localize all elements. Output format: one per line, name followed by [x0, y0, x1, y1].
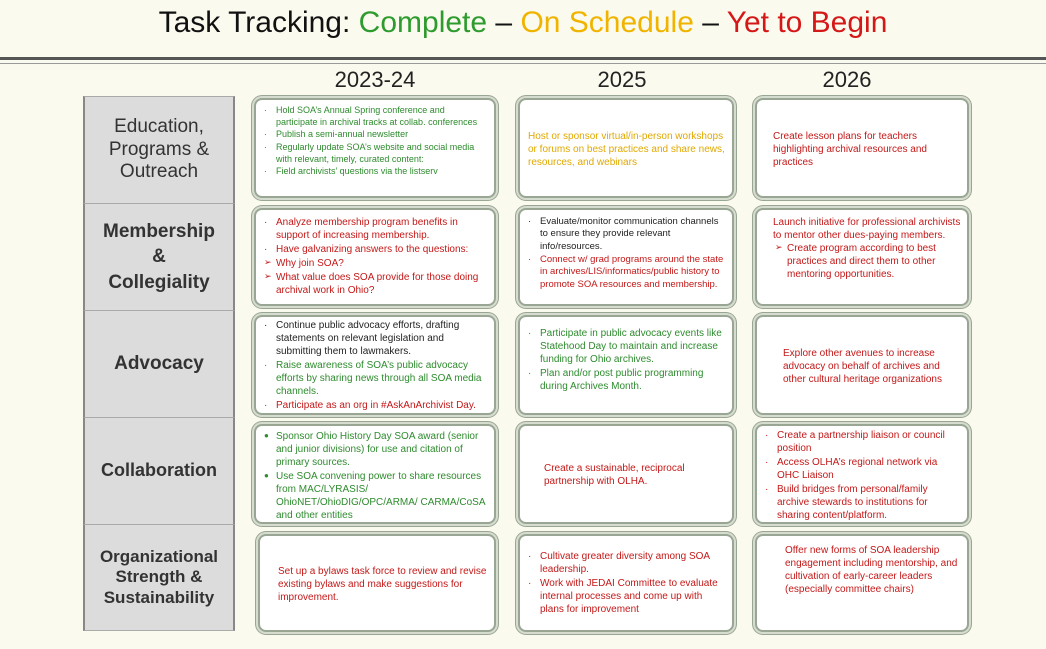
- task-item: · Access OLHA’s regional network via OHC Liaison: [765, 456, 961, 482]
- task-item: ● Use SOA convening power to share resources from MAC/LYRASIS/ OhioNET/OhioDIG/OPC/ARMA/ CARMA/CoSA and other entities: [264, 470, 488, 522]
- title-divider: [0, 57, 1046, 60]
- task-item: ● Sponsor Ohio History Day SOA award (senior and junior divisions) for use and citation of primary sources.: [264, 430, 488, 469]
- task-item: · Connect w/ grad programs around the state in archives/LIS/informatics/public history to promote SOA resources and membership.: [528, 254, 726, 291]
- task-item: · Field archivists’ questions via the listserv: [264, 166, 488, 178]
- task-item: · Build bridges from personal/family archive stewards to institutions for sharing content/platform.: [765, 483, 961, 522]
- task-item: · Participate in public advocacy events like Statehood Day to maintain and increase funding for Ohio archives.: [528, 327, 726, 366]
- task-item: ➢ Why join SOA?: [264, 257, 488, 270]
- title-divider-thin: [0, 63, 1046, 64]
- cell-membership-2026: [755, 208, 969, 306]
- title-separator: –: [487, 6, 521, 39]
- cell-advocacy-2026: [755, 315, 969, 415]
- title-yet-to-begin: Yet to Begin: [726, 6, 888, 39]
- task-item: · Evaluate/monitor communication channels to ensure they provide relevant info/resources.: [528, 216, 726, 253]
- title-complete: Complete: [358, 6, 488, 39]
- task-item: · Cultivate greater diversity among SOA leadership.: [528, 550, 726, 576]
- row-header-organizational: Organizational Strength & Sustainability: [83, 524, 235, 631]
- row-header-advocacy: Advocacy: [83, 310, 235, 417]
- task-item: · Hold SOA’s Annual Spring conference and participate in archival tracks at collab. conferences: [264, 105, 488, 128]
- task-item: ➢ What value does SOA provide for those doing archival work in Ohio?: [264, 271, 488, 297]
- cell-organizational-2025: [518, 534, 734, 632]
- cell-education-2026: [755, 98, 969, 198]
- task-item: · Analyze membership program benefits in support of increasing membership.: [264, 216, 488, 242]
- task-item: · Participate as an org in #AskAnArchivist Day.: [264, 399, 488, 412]
- cell-advocacy-2023-24: [254, 315, 496, 415]
- row-header-membership: Membership & Collegiality: [83, 203, 235, 310]
- cell-collaboration-2025: [518, 424, 734, 524]
- title-on-schedule: On Schedule: [520, 6, 694, 39]
- task-item: Offer new forms of SOA leadership engagement including mentorship, and cultivation of early-career leaders (especially committee chairs): [785, 545, 958, 595]
- title-prefix: Task Tracking:: [158, 6, 359, 39]
- task-item: Explore other avenues to increase advocacy on behalf of archives and other cultural heritage organizations: [783, 347, 942, 385]
- cell-membership-2023-24: [254, 208, 496, 306]
- cell-education-2023-24: [254, 98, 496, 198]
- task-item: ➢ Create program according to best practices and direct them to other mentoring opportunities.: [775, 242, 961, 281]
- task-item: · Regularly update SOA’s website and social media with relevant, timely, curated content:: [264, 142, 488, 165]
- task-item: Host or sponsor virtual/in-person workshops or forums on best practices and share news, resources, and webinars: [528, 130, 725, 168]
- cell-collaboration-2026: [755, 424, 969, 524]
- cell-advocacy-2025: [518, 315, 734, 415]
- year-header-2025: 2025: [597, 67, 647, 92]
- row-header-collaboration: Collaboration: [83, 417, 235, 524]
- task-item: Set up a bylaws task force to review and revise existing bylaws and make suggestions for improvement.: [278, 565, 487, 603]
- task-item: Launch initiative for professional archivists to mentor other dues-paying members.: [773, 217, 961, 241]
- cell-collaboration-2023-24: [254, 424, 496, 524]
- task-item: Create a sustainable, reciprocal partnership with OLHA.: [544, 463, 685, 487]
- row-header-education: Education, Programs & Outreach: [83, 96, 235, 203]
- year-header-2023-24: 2023-24: [334, 67, 416, 92]
- task-item: · Raise awareness of SOA’s public advocacy efforts by sharing news through all SOA media channels.: [264, 359, 488, 398]
- task-item: · Have galvanizing answers to the questions:: [264, 243, 488, 256]
- title-separator: –: [693, 6, 727, 39]
- cell-organizational-2023-24: [258, 534, 496, 632]
- task-item: Create lesson plans for teachers highlighting archival resources and practices: [773, 130, 927, 168]
- task-item: · Plan and/or post public programming during Archives Month.: [528, 367, 726, 393]
- task-item: · Publish a semi-annual newsletter: [264, 129, 488, 141]
- task-item: · Work with JEDAI Committee to evaluate internal processes and come up with plans for improvement: [528, 577, 726, 616]
- cell-membership-2025: [518, 208, 734, 306]
- year-header-2026: 2026: [822, 67, 872, 92]
- cell-organizational-2026: [755, 534, 969, 632]
- task-item: · Continue public advocacy efforts, drafting statements on relevant legislation and submitting them to lawmakers.: [264, 319, 488, 358]
- page-title: [0, 6, 1046, 40]
- task-item: · Create a partnership liaison or council position: [765, 429, 961, 455]
- cell-education-2025: [518, 98, 734, 198]
